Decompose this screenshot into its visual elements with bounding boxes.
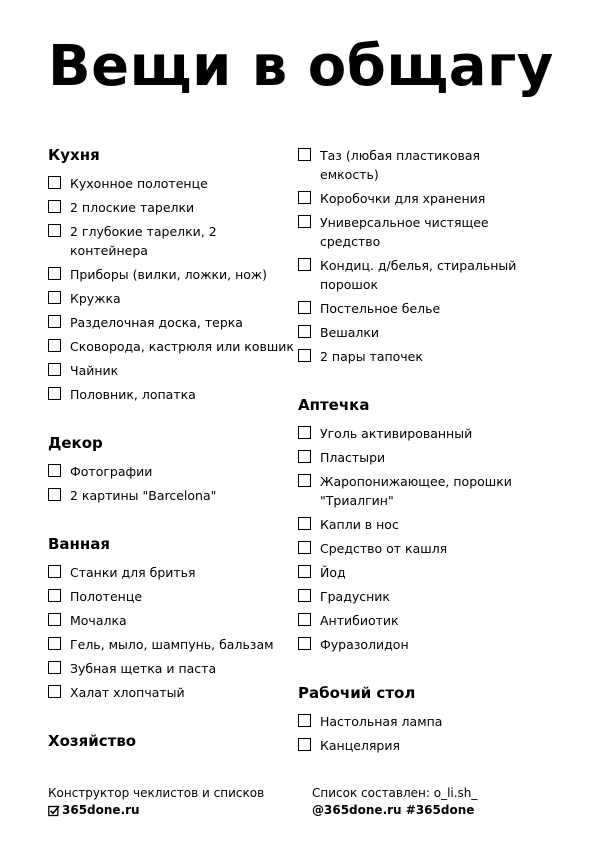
checkbox[interactable] — [298, 349, 311, 362]
item-label: Халат хлопчатый — [70, 685, 185, 700]
list-item[interactable] — [298, 424, 558, 443]
footer-author-text: Список составлен: o_li.sh_ — [312, 786, 478, 800]
checkbox[interactable] — [298, 714, 311, 727]
checkbox[interactable] — [48, 224, 61, 237]
item-label: Пластыри — [320, 450, 386, 465]
list-item[interactable] — [298, 587, 558, 606]
item-label: Вешалки — [320, 325, 380, 340]
list-item[interactable] — [48, 337, 294, 356]
list-item[interactable] — [298, 712, 558, 731]
list-item[interactable] — [48, 289, 288, 308]
list-item[interactable] — [48, 385, 288, 404]
list-item[interactable] — [48, 198, 288, 217]
item-label: Антибиотик — [320, 613, 399, 628]
checkbox[interactable] — [298, 301, 311, 314]
checkbox[interactable] — [298, 215, 311, 228]
checklist-first-aid — [298, 424, 558, 654]
checklist-bathroom — [48, 563, 288, 702]
item-label: Йод — [320, 565, 346, 580]
item-label: Гель, мыло, шампунь, бальзам — [70, 637, 274, 652]
checkbox[interactable] — [298, 637, 311, 650]
checkbox[interactable] — [298, 474, 311, 487]
checkbox[interactable] — [298, 738, 311, 751]
checkbox[interactable] — [48, 565, 61, 578]
checkbox[interactable] — [48, 488, 61, 501]
item-label: Универсальное чистящее средство — [320, 215, 489, 249]
item-label: Станки для бритья — [70, 565, 196, 580]
footer-right — [312, 785, 477, 819]
section-heading-decor: Декор — [48, 434, 103, 452]
item-label: Чайник — [70, 363, 119, 378]
list-item[interactable] — [48, 486, 288, 505]
list-item[interactable] — [48, 265, 288, 284]
item-label: Мочалка — [70, 613, 127, 628]
item-label: Кондиц. д/белья, стиральный порошок — [320, 258, 517, 292]
checklist-decor — [48, 462, 288, 505]
item-label: Приборы (вилки, ложки, нож) — [70, 267, 268, 282]
item-label: Зубная щетка и паста — [70, 661, 217, 676]
item-label: Кружка — [70, 291, 121, 306]
checkbox[interactable] — [48, 291, 61, 304]
list-item[interactable] — [48, 683, 288, 702]
list-item[interactable] — [48, 611, 288, 630]
list-item[interactable] — [298, 146, 558, 184]
checkbox[interactable] — [298, 450, 311, 463]
list-item[interactable] — [48, 462, 288, 481]
list-item[interactable] — [48, 361, 288, 380]
footer-left — [48, 785, 264, 819]
section-kitchen — [48, 146, 294, 404]
list-item[interactable] — [298, 189, 558, 208]
checkbox[interactable] — [298, 541, 311, 554]
item-label: Полотенце — [70, 589, 143, 604]
section-heading-household: Хозяйство — [48, 732, 137, 750]
checkbox[interactable] — [48, 267, 61, 280]
item-label: Фотографии — [70, 464, 153, 479]
checkmark-box-icon — [48, 805, 60, 817]
footer-tags: @365done.ru #365done — [312, 803, 475, 817]
section-heading-desk: Рабочий стол — [298, 684, 416, 702]
checkbox[interactable] — [298, 565, 311, 578]
item-label: 2 глубокие тарелки, 2 контейнера — [70, 224, 217, 258]
checkbox[interactable] — [298, 258, 311, 271]
item-label: Разделочная доска, терка — [70, 315, 243, 330]
item-label: Жаропонижающее, порошки "Триалгин" — [320, 474, 512, 508]
footer-constructor-text: Конструктор чеклистов и списков — [48, 786, 265, 800]
page-title: Вещи в общагу — [48, 34, 554, 99]
section-household-heading-only — [48, 732, 288, 750]
checklist-desk — [298, 712, 558, 755]
section-heading-bathroom: Ванная — [48, 535, 111, 553]
checkbox[interactable] — [48, 685, 61, 698]
checkbox[interactable] — [298, 148, 311, 161]
item-label: Сковорода, кастрюля или ковшик — [70, 339, 294, 354]
list-item[interactable] — [298, 213, 558, 251]
list-item[interactable] — [298, 515, 558, 534]
list-item[interactable] — [298, 256, 558, 294]
checkbox[interactable] — [48, 176, 61, 189]
list-item[interactable] — [48, 635, 288, 654]
checkbox[interactable] — [298, 191, 311, 204]
checkbox[interactable] — [48, 339, 61, 352]
checkbox[interactable] — [298, 613, 311, 626]
list-item[interactable] — [298, 299, 558, 318]
checkbox[interactable] — [298, 517, 311, 530]
checklist-household — [298, 146, 558, 366]
checkbox[interactable] — [48, 613, 61, 626]
item-label: Коробочки для хранения — [320, 191, 486, 206]
section-bathroom — [48, 535, 288, 702]
item-label: 2 пары тапочек — [320, 349, 423, 364]
list-item[interactable] — [298, 635, 558, 654]
left-column — [48, 146, 294, 760]
list-item[interactable] — [48, 563, 288, 582]
checkbox[interactable] — [48, 363, 61, 376]
section-decor — [48, 434, 288, 505]
list-item[interactable] — [298, 563, 558, 582]
checkbox[interactable] — [48, 661, 61, 674]
item-label: Настольная лампа — [320, 714, 443, 729]
item-label: Постельное белье — [320, 301, 441, 316]
list-item[interactable] — [48, 174, 288, 193]
item-label: Средство от кашля — [320, 541, 448, 556]
section-desk — [298, 684, 558, 755]
footer-brand[interactable] — [48, 802, 264, 819]
checkbox[interactable] — [48, 387, 61, 400]
list-item[interactable] — [298, 472, 558, 510]
list-item[interactable] — [298, 323, 558, 342]
item-label: Градусник — [320, 589, 390, 604]
checklist-kitchen — [48, 174, 294, 404]
item-label: Капли в нос — [320, 517, 399, 532]
list-item[interactable] — [48, 313, 288, 332]
section-first-aid — [298, 396, 558, 654]
item-label: Фуразолидон — [320, 637, 409, 652]
item-label: Уголь активированный — [320, 426, 473, 441]
list-item[interactable] — [48, 222, 288, 260]
checkbox[interactable] — [298, 325, 311, 338]
item-label: Половник, лопатка — [70, 387, 196, 402]
list-item[interactable] — [298, 539, 558, 558]
item-label: Кухонное полотенце — [70, 176, 208, 191]
item-label: Канцелярия — [320, 738, 400, 753]
list-item[interactable] — [298, 611, 558, 630]
checkbox[interactable] — [48, 315, 61, 328]
section-heading-first-aid: Аптечка — [298, 396, 370, 414]
list-item[interactable] — [48, 587, 288, 606]
list-item[interactable] — [298, 736, 558, 755]
checkbox[interactable] — [48, 637, 61, 650]
section-heading-kitchen: Кухня — [48, 146, 100, 164]
list-item[interactable] — [298, 448, 558, 467]
item-label: 2 картины "Barcelona" — [70, 488, 217, 503]
checkbox[interactable] — [48, 464, 61, 477]
list-item[interactable] — [298, 347, 558, 366]
checkbox[interactable] — [298, 589, 311, 602]
item-label: Таз (любая пластиковая емкость) — [320, 148, 481, 182]
list-item[interactable] — [48, 659, 288, 678]
checkbox[interactable] — [298, 426, 311, 439]
brand-link[interactable]: 365done.ru — [62, 803, 140, 817]
item-label: 2 плоские тарелки — [70, 200, 195, 215]
checkbox[interactable] — [48, 589, 61, 602]
checkbox[interactable] — [48, 200, 61, 213]
right-column — [298, 146, 558, 785]
